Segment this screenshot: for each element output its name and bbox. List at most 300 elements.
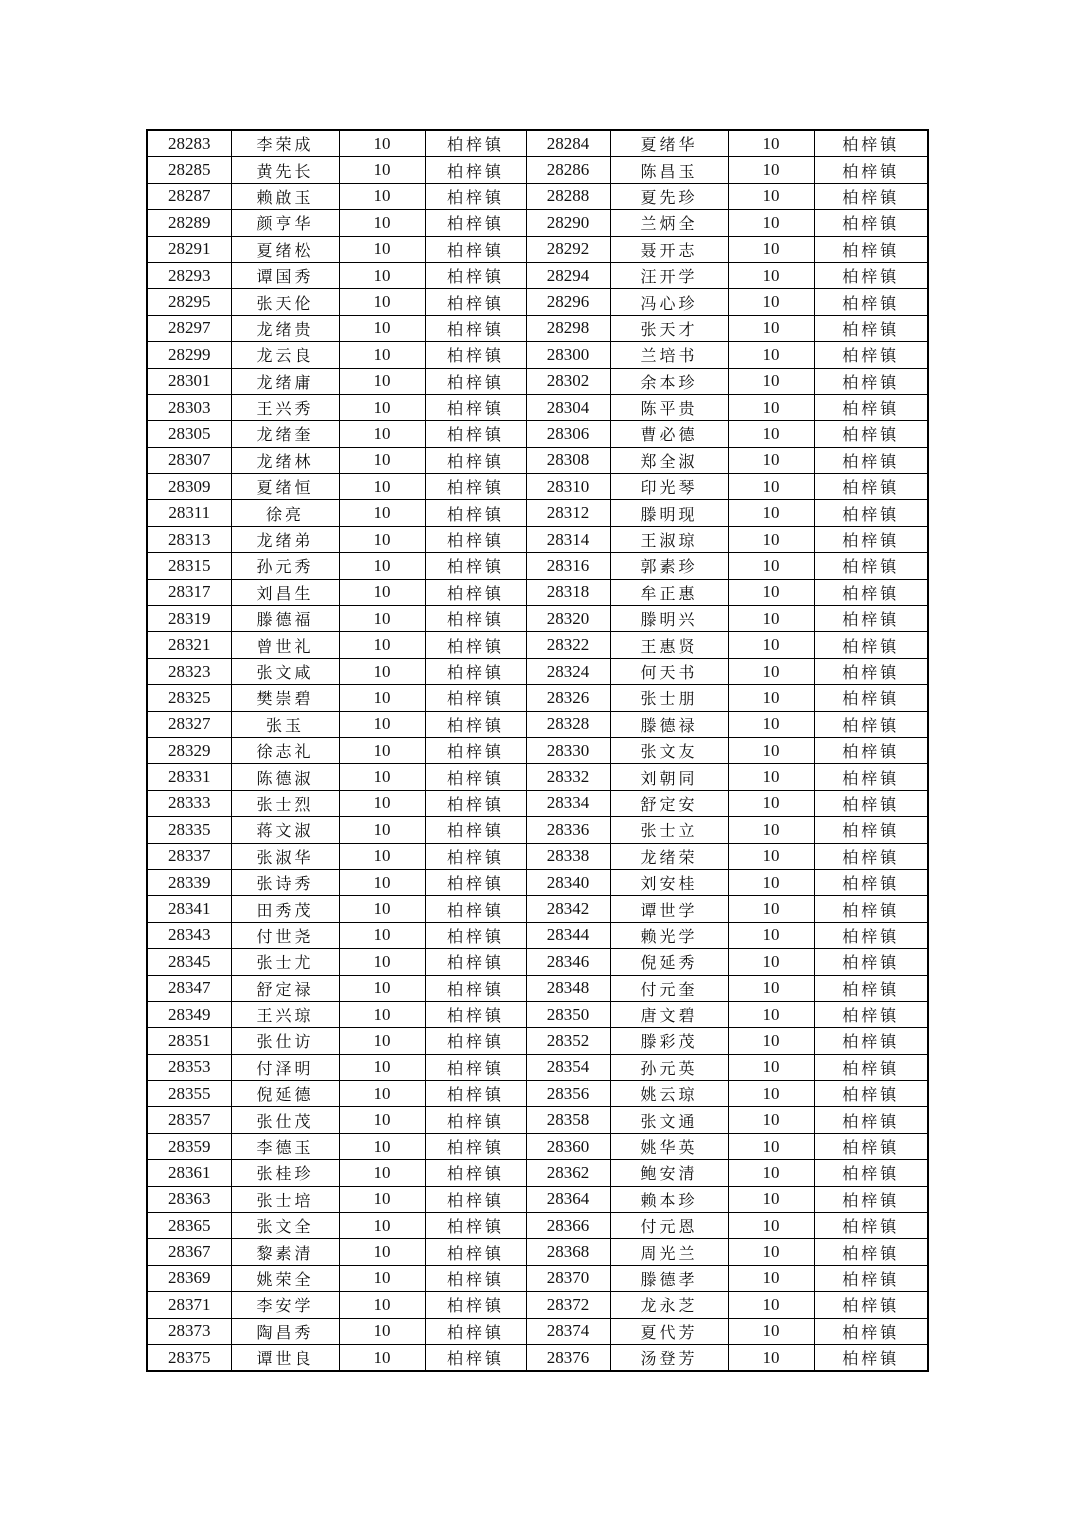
town-cell: 柏梓镇: [425, 421, 526, 447]
name-cell: 鲍安清: [610, 1160, 728, 1186]
amount-cell: 10: [339, 1213, 425, 1239]
name-cell: 陈平贵: [610, 394, 728, 420]
table-row: [147, 1186, 928, 1212]
id-cell: 28335: [147, 817, 231, 843]
town-cell: 柏梓镇: [425, 526, 526, 552]
name-cell: 龙绪弟: [231, 526, 339, 552]
amount-cell: 10: [728, 1186, 814, 1212]
amount-cell: 10: [339, 474, 425, 500]
table-row: [147, 1344, 928, 1371]
town-cell: 柏梓镇: [814, 817, 928, 843]
table-row: [147, 711, 928, 737]
table-row: [147, 236, 928, 262]
name-cell: 姚云琼: [610, 1081, 728, 1107]
table-row: [147, 500, 928, 526]
id-cell: 28289: [147, 210, 231, 236]
table-row: [147, 421, 928, 447]
name-cell: 张士烈: [231, 790, 339, 816]
town-cell: 柏梓镇: [814, 922, 928, 948]
name-cell: 陶昌秀: [231, 1318, 339, 1344]
name-cell: 龙绪荣: [610, 843, 728, 869]
name-cell: 付泽明: [231, 1054, 339, 1080]
name-cell: 樊崇碧: [231, 685, 339, 711]
id-cell: 28340: [526, 869, 610, 895]
amount-cell: 10: [339, 262, 425, 288]
name-cell: 龙云良: [231, 342, 339, 368]
amount-cell: 10: [728, 526, 814, 552]
town-cell: 柏梓镇: [425, 236, 526, 262]
amount-cell: 10: [728, 130, 814, 157]
name-cell: 滕德禄: [610, 711, 728, 737]
town-cell: 柏梓镇: [814, 658, 928, 684]
name-cell: 周光兰: [610, 1239, 728, 1265]
id-cell: 28294: [526, 262, 610, 288]
id-cell: 28362: [526, 1160, 610, 1186]
table-row: [147, 342, 928, 368]
table-row: [147, 474, 928, 500]
town-cell: 柏梓镇: [814, 368, 928, 394]
town-cell: 柏梓镇: [814, 843, 928, 869]
id-cell: 28320: [526, 606, 610, 632]
town-cell: 柏梓镇: [425, 1160, 526, 1186]
amount-cell: 10: [728, 1107, 814, 1133]
table-row: [147, 1265, 928, 1291]
amount-cell: 10: [339, 342, 425, 368]
town-cell: 柏梓镇: [814, 1107, 928, 1133]
id-cell: 28287: [147, 183, 231, 209]
town-cell: 柏梓镇: [425, 843, 526, 869]
id-cell: 28367: [147, 1239, 231, 1265]
name-cell: 谭世学: [610, 896, 728, 922]
name-cell: 谭世良: [231, 1344, 339, 1371]
name-cell: 夏先珍: [610, 183, 728, 209]
name-cell: 郑全淑: [610, 447, 728, 473]
id-cell: 28373: [147, 1318, 231, 1344]
id-cell: 28348: [526, 975, 610, 1001]
name-cell: 张淑华: [231, 843, 339, 869]
id-cell: 28288: [526, 183, 610, 209]
table-row: [147, 1292, 928, 1318]
amount-cell: 10: [339, 1186, 425, 1212]
amount-cell: 10: [728, 632, 814, 658]
id-cell: 28311: [147, 500, 231, 526]
name-cell: 张文友: [610, 737, 728, 763]
town-cell: 柏梓镇: [425, 553, 526, 579]
amount-cell: 10: [339, 764, 425, 790]
id-cell: 28298: [526, 315, 610, 341]
amount-cell: 10: [728, 1213, 814, 1239]
amount-cell: 10: [728, 790, 814, 816]
table-row: [147, 764, 928, 790]
table-row: [147, 315, 928, 341]
amount-cell: 10: [339, 447, 425, 473]
amount-cell: 10: [728, 421, 814, 447]
name-cell: 夏代芳: [610, 1318, 728, 1344]
amount-cell: 10: [339, 685, 425, 711]
id-cell: 28283: [147, 130, 231, 157]
town-cell: 柏梓镇: [814, 1160, 928, 1186]
name-cell: 姚荣全: [231, 1265, 339, 1291]
id-cell: 28300: [526, 342, 610, 368]
town-cell: 柏梓镇: [814, 210, 928, 236]
id-cell: 28285: [147, 157, 231, 183]
amount-cell: 10: [728, 1239, 814, 1265]
id-cell: 28368: [526, 1239, 610, 1265]
id-cell: 28306: [526, 421, 610, 447]
name-cell: 陈昌玉: [610, 157, 728, 183]
town-cell: 柏梓镇: [814, 262, 928, 288]
name-cell: 龙绪贵: [231, 315, 339, 341]
table-row: [147, 1239, 928, 1265]
town-cell: 柏梓镇: [425, 764, 526, 790]
town-cell: 柏梓镇: [425, 1081, 526, 1107]
town-cell: 柏梓镇: [814, 1133, 928, 1159]
name-cell: 张士培: [231, 1186, 339, 1212]
amount-cell: 10: [339, 315, 425, 341]
amount-cell: 10: [339, 579, 425, 605]
id-cell: 28319: [147, 606, 231, 632]
town-cell: 柏梓镇: [425, 1186, 526, 1212]
name-cell: 刘朝同: [610, 764, 728, 790]
name-cell: 王兴琼: [231, 1001, 339, 1027]
name-cell: 印光琴: [610, 474, 728, 500]
id-cell: 28346: [526, 949, 610, 975]
name-cell: 蒋文淑: [231, 817, 339, 843]
name-cell: 孙元英: [610, 1054, 728, 1080]
town-cell: 柏梓镇: [425, 368, 526, 394]
id-cell: 28360: [526, 1133, 610, 1159]
town-cell: 柏梓镇: [425, 949, 526, 975]
id-cell: 28310: [526, 474, 610, 500]
town-cell: 柏梓镇: [814, 949, 928, 975]
amount-cell: 10: [728, 711, 814, 737]
id-cell: 28314: [526, 526, 610, 552]
amount-cell: 10: [728, 1344, 814, 1371]
town-cell: 柏梓镇: [425, 632, 526, 658]
town-cell: 柏梓镇: [814, 1318, 928, 1344]
name-cell: 张诗秀: [231, 869, 339, 895]
id-cell: 28351: [147, 1028, 231, 1054]
amount-cell: 10: [728, 1001, 814, 1027]
name-cell: 曹必德: [610, 421, 728, 447]
name-cell: 滕德孝: [610, 1265, 728, 1291]
id-cell: 28305: [147, 421, 231, 447]
name-cell: 汪开学: [610, 262, 728, 288]
id-cell: 28296: [526, 289, 610, 315]
amount-cell: 10: [728, 368, 814, 394]
table-row: [147, 685, 928, 711]
town-cell: 柏梓镇: [425, 474, 526, 500]
name-cell: 夏绪华: [610, 130, 728, 157]
amount-cell: 10: [339, 606, 425, 632]
town-cell: 柏梓镇: [814, 421, 928, 447]
name-cell: 付世尧: [231, 922, 339, 948]
amount-cell: 10: [339, 817, 425, 843]
name-cell: 张士朋: [610, 685, 728, 711]
amount-cell: 10: [728, 210, 814, 236]
name-cell: 张仕茂: [231, 1107, 339, 1133]
table-row: [147, 737, 928, 763]
town-cell: 柏梓镇: [814, 1213, 928, 1239]
town-cell: 柏梓镇: [425, 183, 526, 209]
name-cell: 夏绪恒: [231, 474, 339, 500]
table-row: [147, 1213, 928, 1239]
town-cell: 柏梓镇: [814, 500, 928, 526]
id-cell: 28371: [147, 1292, 231, 1318]
table-row: [147, 1160, 928, 1186]
amount-cell: 10: [728, 579, 814, 605]
amount-cell: 10: [339, 500, 425, 526]
name-cell: 张天伦: [231, 289, 339, 315]
id-cell: 28364: [526, 1186, 610, 1212]
name-cell: 徐志礼: [231, 737, 339, 763]
amount-cell: 10: [339, 1265, 425, 1291]
id-cell: 28303: [147, 394, 231, 420]
amount-cell: 10: [339, 1028, 425, 1054]
name-cell: 龙永芝: [610, 1292, 728, 1318]
amount-cell: 10: [728, 975, 814, 1001]
town-cell: 柏梓镇: [425, 210, 526, 236]
id-cell: 28330: [526, 737, 610, 763]
table-row: [147, 817, 928, 843]
name-cell: 龙绪奎: [231, 421, 339, 447]
amount-cell: 10: [728, 737, 814, 763]
table-row: [147, 1028, 928, 1054]
id-cell: 28341: [147, 896, 231, 922]
town-cell: 柏梓镇: [425, 1239, 526, 1265]
town-cell: 柏梓镇: [425, 342, 526, 368]
amount-cell: 10: [339, 421, 425, 447]
amount-cell: 10: [728, 262, 814, 288]
id-cell: 28329: [147, 737, 231, 763]
id-cell: 28361: [147, 1160, 231, 1186]
table-row: [147, 1054, 928, 1080]
town-cell: 柏梓镇: [425, 130, 526, 157]
id-cell: 28363: [147, 1186, 231, 1212]
id-cell: 28343: [147, 922, 231, 948]
town-cell: 柏梓镇: [425, 896, 526, 922]
amount-cell: 10: [339, 157, 425, 183]
amount-cell: 10: [728, 315, 814, 341]
table-row: [147, 394, 928, 420]
name-cell: 赖光学: [610, 922, 728, 948]
amount-cell: 10: [339, 1107, 425, 1133]
name-cell: 李安学: [231, 1292, 339, 1318]
town-cell: 柏梓镇: [814, 1028, 928, 1054]
town-cell: 柏梓镇: [814, 553, 928, 579]
amount-cell: 10: [728, 447, 814, 473]
id-cell: 28325: [147, 685, 231, 711]
amount-cell: 10: [339, 1001, 425, 1027]
id-cell: 28334: [526, 790, 610, 816]
amount-cell: 10: [728, 342, 814, 368]
amount-cell: 10: [728, 764, 814, 790]
town-cell: 柏梓镇: [814, 289, 928, 315]
amount-cell: 10: [339, 1160, 425, 1186]
name-cell: 黄先长: [231, 157, 339, 183]
id-cell: 28358: [526, 1107, 610, 1133]
id-cell: 28375: [147, 1344, 231, 1371]
name-cell: 颜亨华: [231, 210, 339, 236]
id-cell: 28292: [526, 236, 610, 262]
name-cell: 李德玉: [231, 1133, 339, 1159]
name-cell: 何天书: [610, 658, 728, 684]
town-cell: 柏梓镇: [425, 262, 526, 288]
name-cell: 舒定禄: [231, 975, 339, 1001]
amount-cell: 10: [339, 1318, 425, 1344]
name-cell: 滕德福: [231, 606, 339, 632]
id-cell: 28372: [526, 1292, 610, 1318]
amount-cell: 10: [728, 1028, 814, 1054]
amount-cell: 10: [728, 289, 814, 315]
town-cell: 柏梓镇: [814, 1054, 928, 1080]
id-cell: 28284: [526, 130, 610, 157]
id-cell: 28309: [147, 474, 231, 500]
name-cell: 滕明现: [610, 500, 728, 526]
id-cell: 28356: [526, 1081, 610, 1107]
table-row: [147, 579, 928, 605]
town-cell: 柏梓镇: [425, 1318, 526, 1344]
name-cell: 倪延德: [231, 1081, 339, 1107]
id-cell: 28365: [147, 1213, 231, 1239]
town-cell: 柏梓镇: [425, 790, 526, 816]
id-cell: 28316: [526, 553, 610, 579]
amount-cell: 10: [728, 1054, 814, 1080]
town-cell: 柏梓镇: [425, 817, 526, 843]
id-cell: 28370: [526, 1265, 610, 1291]
amount-cell: 10: [728, 949, 814, 975]
id-cell: 28331: [147, 764, 231, 790]
town-cell: 柏梓镇: [814, 737, 928, 763]
town-cell: 柏梓镇: [425, 606, 526, 632]
amount-cell: 10: [339, 1292, 425, 1318]
name-cell: 龙绪庸: [231, 368, 339, 394]
town-cell: 柏梓镇: [425, 737, 526, 763]
table-row: [147, 896, 928, 922]
table-row: [147, 843, 928, 869]
town-cell: 柏梓镇: [425, 975, 526, 1001]
id-cell: 28299: [147, 342, 231, 368]
amount-cell: 10: [339, 526, 425, 552]
id-cell: 28336: [526, 817, 610, 843]
town-cell: 柏梓镇: [425, 869, 526, 895]
name-cell: 龙绪林: [231, 447, 339, 473]
id-cell: 28286: [526, 157, 610, 183]
id-cell: 28345: [147, 949, 231, 975]
amount-cell: 10: [728, 236, 814, 262]
id-cell: 28321: [147, 632, 231, 658]
town-cell: 柏梓镇: [425, 579, 526, 605]
amount-cell: 10: [728, 1133, 814, 1159]
id-cell: 28374: [526, 1318, 610, 1344]
amount-cell: 10: [728, 896, 814, 922]
town-cell: 柏梓镇: [425, 1344, 526, 1371]
amount-cell: 10: [339, 737, 425, 763]
id-cell: 28312: [526, 500, 610, 526]
town-cell: 柏梓镇: [425, 1001, 526, 1027]
town-cell: 柏梓镇: [814, 764, 928, 790]
town-cell: 柏梓镇: [814, 1239, 928, 1265]
roster-table-body: [147, 130, 928, 1371]
name-cell: 兰炳全: [610, 210, 728, 236]
town-cell: 柏梓镇: [425, 1213, 526, 1239]
table-row: [147, 526, 928, 552]
town-cell: 柏梓镇: [425, 289, 526, 315]
amount-cell: 10: [728, 1318, 814, 1344]
id-cell: 28326: [526, 685, 610, 711]
amount-cell: 10: [728, 500, 814, 526]
town-cell: 柏梓镇: [814, 579, 928, 605]
id-cell: 28291: [147, 236, 231, 262]
name-cell: 张天才: [610, 315, 728, 341]
amount-cell: 10: [339, 869, 425, 895]
name-cell: 夏绪松: [231, 236, 339, 262]
town-cell: 柏梓镇: [814, 896, 928, 922]
table-row: [147, 975, 928, 1001]
name-cell: 张桂珍: [231, 1160, 339, 1186]
name-cell: 张文全: [231, 1213, 339, 1239]
table-row: [147, 262, 928, 288]
id-cell: 28350: [526, 1001, 610, 1027]
town-cell: 柏梓镇: [814, 315, 928, 341]
town-cell: 柏梓镇: [814, 685, 928, 711]
town-cell: 柏梓镇: [814, 394, 928, 420]
table-row: [147, 1001, 928, 1027]
table-row: [147, 210, 928, 236]
table-row: [147, 130, 928, 157]
name-cell: 倪延秀: [610, 949, 728, 975]
name-cell: 兰培书: [610, 342, 728, 368]
name-cell: 赖本珍: [610, 1186, 728, 1212]
town-cell: 柏梓镇: [425, 1028, 526, 1054]
town-cell: 柏梓镇: [814, 157, 928, 183]
town-cell: 柏梓镇: [814, 869, 928, 895]
table-row: [147, 157, 928, 183]
amount-cell: 10: [339, 896, 425, 922]
town-cell: 柏梓镇: [425, 685, 526, 711]
name-cell: 李荣成: [231, 130, 339, 157]
town-cell: 柏梓镇: [814, 130, 928, 157]
amount-cell: 10: [339, 1081, 425, 1107]
amount-cell: 10: [728, 1292, 814, 1318]
amount-cell: 10: [339, 922, 425, 948]
id-cell: 28357: [147, 1107, 231, 1133]
id-cell: 28344: [526, 922, 610, 948]
town-cell: 柏梓镇: [814, 632, 928, 658]
amount-cell: 10: [728, 658, 814, 684]
id-cell: 28290: [526, 210, 610, 236]
id-cell: 28324: [526, 658, 610, 684]
town-cell: 柏梓镇: [814, 236, 928, 262]
name-cell: 曾世礼: [231, 632, 339, 658]
amount-cell: 10: [728, 843, 814, 869]
amount-cell: 10: [728, 474, 814, 500]
name-cell: 付元恩: [610, 1213, 728, 1239]
id-cell: 28332: [526, 764, 610, 790]
name-cell: 张士尤: [231, 949, 339, 975]
name-cell: 唐文碧: [610, 1001, 728, 1027]
id-cell: 28304: [526, 394, 610, 420]
table-row: [147, 606, 928, 632]
id-cell: 28307: [147, 447, 231, 473]
name-cell: 徐亮: [231, 500, 339, 526]
id-cell: 28308: [526, 447, 610, 473]
town-cell: 柏梓镇: [425, 1265, 526, 1291]
amount-cell: 10: [339, 632, 425, 658]
table-row: [147, 658, 928, 684]
town-cell: 柏梓镇: [425, 1107, 526, 1133]
id-cell: 28353: [147, 1054, 231, 1080]
